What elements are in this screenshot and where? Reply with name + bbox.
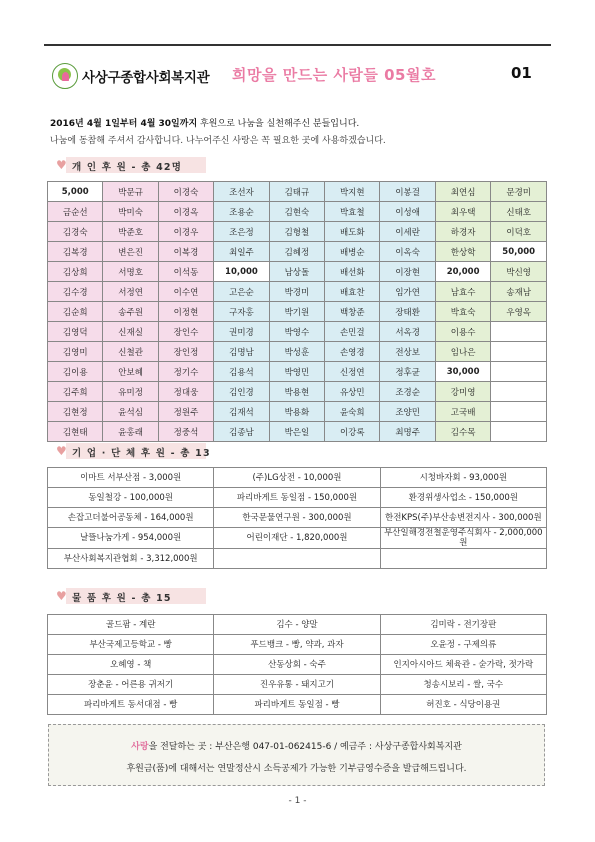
donor-cell: 장태환: [380, 302, 435, 322]
bank-info: [49, 739, 544, 752]
donor-cell: 김현정: [48, 402, 103, 422]
table-row: [48, 528, 547, 549]
donor-cell: 박효철: [325, 202, 380, 222]
table-row: [48, 468, 547, 488]
donor-cell: 박용현: [269, 382, 324, 402]
donor-cell: 남효수: [435, 282, 491, 302]
donor-cell: 부산국제고등학교 - 빵: [48, 635, 214, 655]
donor-cell: 배병순: [325, 242, 380, 262]
donor-cell: 파리바게트 동일점 - 150,000원: [214, 488, 380, 508]
heart-icon: ♥: [56, 444, 67, 458]
donor-cell: 박신영: [491, 262, 547, 282]
receipt-notice: 후원금(품)에 대해서는 연말정산시 소득공제가 가능한 기부금영수증을 발급해드립니다.: [126, 764, 467, 774]
donor-cell: 박지현: [325, 182, 380, 202]
donor-cell: 김현태: [48, 422, 103, 442]
donor-cell: 박미숙: [103, 202, 158, 222]
donor-cell: 김형철: [269, 222, 324, 242]
table-row: [48, 302, 547, 322]
page-number: - 1 -: [288, 796, 307, 806]
donor-cell: 김상희: [48, 262, 103, 282]
donor-cell: 이세란: [380, 222, 435, 242]
donor-cell: 시청바자회 - 93,000원: [380, 468, 546, 488]
donor-cell: 고은순: [214, 282, 270, 302]
donor-cell: 정대웅: [158, 382, 213, 402]
donor-cell: [491, 422, 547, 442]
donor-cell: 변은진: [103, 242, 158, 262]
intro-period: 2016년 4월 1일부터 4월 30일까지: [50, 119, 198, 129]
donor-cell: 부산사회복지관협회 - 3,312,000원: [48, 549, 214, 569]
donor-cell: 한상학: [435, 242, 491, 262]
table-row: [48, 202, 547, 222]
amount-cell: 5,000: [48, 182, 103, 202]
donor-cell: 임나은: [435, 342, 491, 362]
table-row: [48, 655, 547, 675]
donor-cell: 박준호: [103, 222, 158, 242]
top-rule: [44, 44, 551, 46]
newsletter-title: 희망을 만드는 사람들 05월호: [232, 66, 436, 84]
donor-cell: 장인정: [158, 342, 213, 362]
donor-cell: 배효찬: [325, 282, 380, 302]
donor-cell: 이복경: [158, 242, 213, 262]
donor-cell: 이석동: [158, 262, 213, 282]
goods-donor-table: [47, 614, 547, 715]
donor-cell: 박용화: [269, 402, 324, 422]
donor-cell: 정원주: [158, 402, 213, 422]
donor-cell: 인지아시아드 체육관 - 숟가락, 젓가락: [380, 655, 546, 675]
donor-cell: 송주원: [103, 302, 158, 322]
donor-cell: 신재실: [103, 322, 158, 342]
donor-cell: 김용석: [214, 362, 270, 382]
amount-cell: 20,000: [435, 262, 491, 282]
donor-cell: 강미영: [435, 382, 491, 402]
org-name: 사상구종합사회복지관: [82, 70, 210, 86]
donor-cell: 장인수: [158, 322, 213, 342]
donor-cell: 신철관: [103, 342, 158, 362]
donor-cell: 이경우: [158, 222, 213, 242]
heart-icon: ♥: [56, 158, 67, 172]
donor-cell: 김인경: [214, 382, 270, 402]
donor-cell: 조은정: [214, 222, 270, 242]
donor-cell: 이강록: [325, 422, 380, 442]
table-row: [48, 675, 547, 695]
table-row: [48, 615, 547, 635]
donor-cell: 김재석: [214, 402, 270, 422]
heart-icon: ♥: [56, 589, 67, 603]
donor-cell: 이마트 서부산점 - 3,000원: [48, 468, 214, 488]
group-donor-table: [47, 467, 547, 569]
donor-cell: [380, 549, 546, 569]
donor-cell: 박영민: [269, 362, 324, 382]
section-title: 기 업 · 단 체 후 원 - 총 13: [72, 448, 211, 459]
donor-cell: 박기원: [269, 302, 324, 322]
table-row: [48, 182, 547, 202]
table-row: [48, 362, 547, 382]
donor-cell: 서명호: [103, 262, 158, 282]
donor-cell: 하경자: [435, 222, 491, 242]
donor-cell: 김태규: [269, 182, 324, 202]
donor-cell: 윤홍래: [103, 422, 158, 442]
donor-cell: 이성애: [380, 202, 435, 222]
donor-cell: 이경숙: [158, 182, 213, 202]
donor-cell: 우영옥: [491, 302, 547, 322]
donor-cell: 백창준: [325, 302, 380, 322]
donor-cell: 부산일해경전철운영주식회사 - 2,000,000원: [380, 528, 546, 549]
donor-cell: 조경순: [380, 382, 435, 402]
donor-cell: 구자홍: [214, 302, 270, 322]
donor-cell: 장춘윤 - 어른용 귀저기: [48, 675, 214, 695]
table-row: [48, 549, 547, 569]
donor-cell: 정중석: [158, 422, 213, 442]
donor-cell: 손민걸: [325, 322, 380, 342]
table-row: [48, 422, 547, 442]
donor-cell: 한전KPS(주)부산송변전지사 - 300,000원: [380, 508, 546, 528]
intro-line-2: 나눔에 동참해 주셔서 감사합니다. 나누어주신 사랑은 꼭 필요한 곳에 사용하겠습니다.: [50, 136, 386, 146]
donor-cell: 김혜정: [269, 242, 324, 262]
donor-cell: 조선자: [214, 182, 270, 202]
donor-cell: 신태호: [491, 202, 547, 222]
donor-cell: 이정현: [158, 302, 213, 322]
section-title: 개 인 후 원 - 총 42명: [72, 162, 183, 173]
issue-number: 01: [511, 64, 532, 82]
donor-cell: [491, 402, 547, 422]
donor-cell: 산동상회 - 숙주: [214, 655, 380, 675]
individual-donor-table: [47, 181, 547, 442]
table-row: [48, 262, 547, 282]
donor-cell: 조양민: [380, 402, 435, 422]
table-row: [48, 242, 547, 262]
table-row: [48, 222, 547, 242]
section-header-goods: [56, 588, 236, 604]
table-row: [48, 635, 547, 655]
donor-cell: 정후균: [380, 362, 435, 382]
bank-text: 을 전달하는 곳 : 부산은행 047-01-062415-6 / 예금주 : 사상구종합사회복지관: [148, 742, 462, 752]
donor-cell: 박영수: [269, 322, 324, 342]
table-row: [48, 282, 547, 302]
donor-cell: 김순희: [48, 302, 103, 322]
intro-line-1: [50, 116, 359, 129]
table-row: [48, 322, 547, 342]
donor-cell: 윤석심: [103, 402, 158, 422]
section-header-individual: [56, 157, 236, 173]
table-row: [48, 342, 547, 362]
donor-cell: 윤숙희: [325, 402, 380, 422]
donor-cell: 이수연: [158, 282, 213, 302]
donor-cell: 박문규: [103, 182, 158, 202]
donor-cell: 최연심: [435, 182, 491, 202]
donor-cell: 박효숙: [435, 302, 491, 322]
donor-cell: 골드팜 - 계란: [48, 615, 214, 635]
donor-cell: 임가연: [380, 282, 435, 302]
donor-cell: 한국문물연구원 - 300,000원: [214, 508, 380, 528]
donor-cell: 남상돌: [269, 262, 324, 282]
donor-cell: 금순선: [48, 202, 103, 222]
donor-cell: 김현숙: [269, 202, 324, 222]
donor-cell: 동일철강 - 100,000원: [48, 488, 214, 508]
donor-cell: 김영덕: [48, 322, 103, 342]
donor-cell: 김종남: [214, 422, 270, 442]
donor-cell: 이용수: [435, 322, 491, 342]
donor-cell: 문경미: [491, 182, 547, 202]
donor-cell: [491, 382, 547, 402]
donor-cell: 최일주: [214, 242, 270, 262]
donor-cell: 파리바게트 동일점 - 빵: [214, 695, 380, 715]
donor-cell: 이경옥: [158, 202, 213, 222]
donor-cell: 김경숙: [48, 222, 103, 242]
love-word: 사랑: [131, 742, 149, 752]
donor-cell: 손영경: [325, 342, 380, 362]
donor-cell: 박성훈: [269, 342, 324, 362]
amount-cell: 10,000: [214, 262, 270, 282]
donor-cell: 오윤정 - 구제의류: [380, 635, 546, 655]
donor-cell: 박경미: [269, 282, 324, 302]
donor-cell: 이덕호: [491, 222, 547, 242]
donor-cell: 최우택: [435, 202, 491, 222]
section-header-group: [56, 443, 236, 459]
donor-cell: [214, 549, 380, 569]
donor-cell: 김복경: [48, 242, 103, 262]
donor-cell: 푸드뱅크 - 빵, 약과, 과자: [214, 635, 380, 655]
intro-text: 후원으로 나눔을 실천해주신 분들입니다.: [197, 119, 360, 129]
donor-cell: 유상민: [325, 382, 380, 402]
donor-cell: 박은일: [269, 422, 324, 442]
donor-cell: [491, 362, 547, 382]
donor-cell: 김명남: [214, 342, 270, 362]
donation-info-box: [48, 724, 545, 786]
table-row: [48, 402, 547, 422]
donor-cell: 배선화: [325, 262, 380, 282]
donor-cell: 청송시보리 - 쌀, 국수: [380, 675, 546, 695]
donor-cell: 어린이재단 - 1,820,000원: [214, 528, 380, 549]
table-row: [48, 508, 547, 528]
donor-cell: [491, 322, 547, 342]
donor-cell: 손잡고더불어공동체 - 164,000원: [48, 508, 214, 528]
donor-cell: 김주희: [48, 382, 103, 402]
donor-cell: 김수목: [435, 422, 491, 442]
donor-cell: 김미락 - 전기장판: [380, 615, 546, 635]
donor-cell: 날뜰나눔가게 - 954,000원: [48, 528, 214, 549]
donor-cell: 안보혜: [103, 362, 158, 382]
donor-cell: 서옥경: [380, 322, 435, 342]
table-row: [48, 488, 547, 508]
donor-cell: 전상보: [380, 342, 435, 362]
donor-cell: 유미정: [103, 382, 158, 402]
donor-cell: 허진호 - 식당이용권: [380, 695, 546, 715]
donor-cell: 이옥숙: [380, 242, 435, 262]
donor-cell: 김수 - 양말: [214, 615, 380, 635]
donor-cell: 진우유통 - 돼지고기: [214, 675, 380, 695]
donor-cell: 김이용: [48, 362, 103, 382]
org-logo: [52, 63, 78, 89]
donor-cell: [491, 342, 547, 362]
donor-cell: 환경위생사업소 - 150,000원: [380, 488, 546, 508]
amount-cell: 50,000: [491, 242, 547, 262]
donor-cell: 오혜영 - 책: [48, 655, 214, 675]
table-row: [48, 695, 547, 715]
donor-cell: 이봉걸: [380, 182, 435, 202]
donor-cell: 김수경: [48, 282, 103, 302]
donor-cell: (주)LG상전 - 10,000원: [214, 468, 380, 488]
donor-cell: 서정연: [103, 282, 158, 302]
donor-cell: 조용순: [214, 202, 270, 222]
donor-cell: 신정연: [325, 362, 380, 382]
table-row: [48, 382, 547, 402]
donor-cell: 정기수: [158, 362, 213, 382]
donor-cell: 김영미: [48, 342, 103, 362]
donor-cell: 고국배: [435, 402, 491, 422]
donor-cell: 송재남: [491, 282, 547, 302]
donor-cell: 이장현: [380, 262, 435, 282]
donor-cell: 배도화: [325, 222, 380, 242]
donor-cell: 최명주: [380, 422, 435, 442]
section-title: 물 품 후 원 - 총 15: [72, 593, 172, 604]
amount-cell: 30,000: [435, 362, 491, 382]
donor-cell: 권미경: [214, 322, 270, 342]
donor-cell: 파리바게트 동서대점 - 빵: [48, 695, 214, 715]
